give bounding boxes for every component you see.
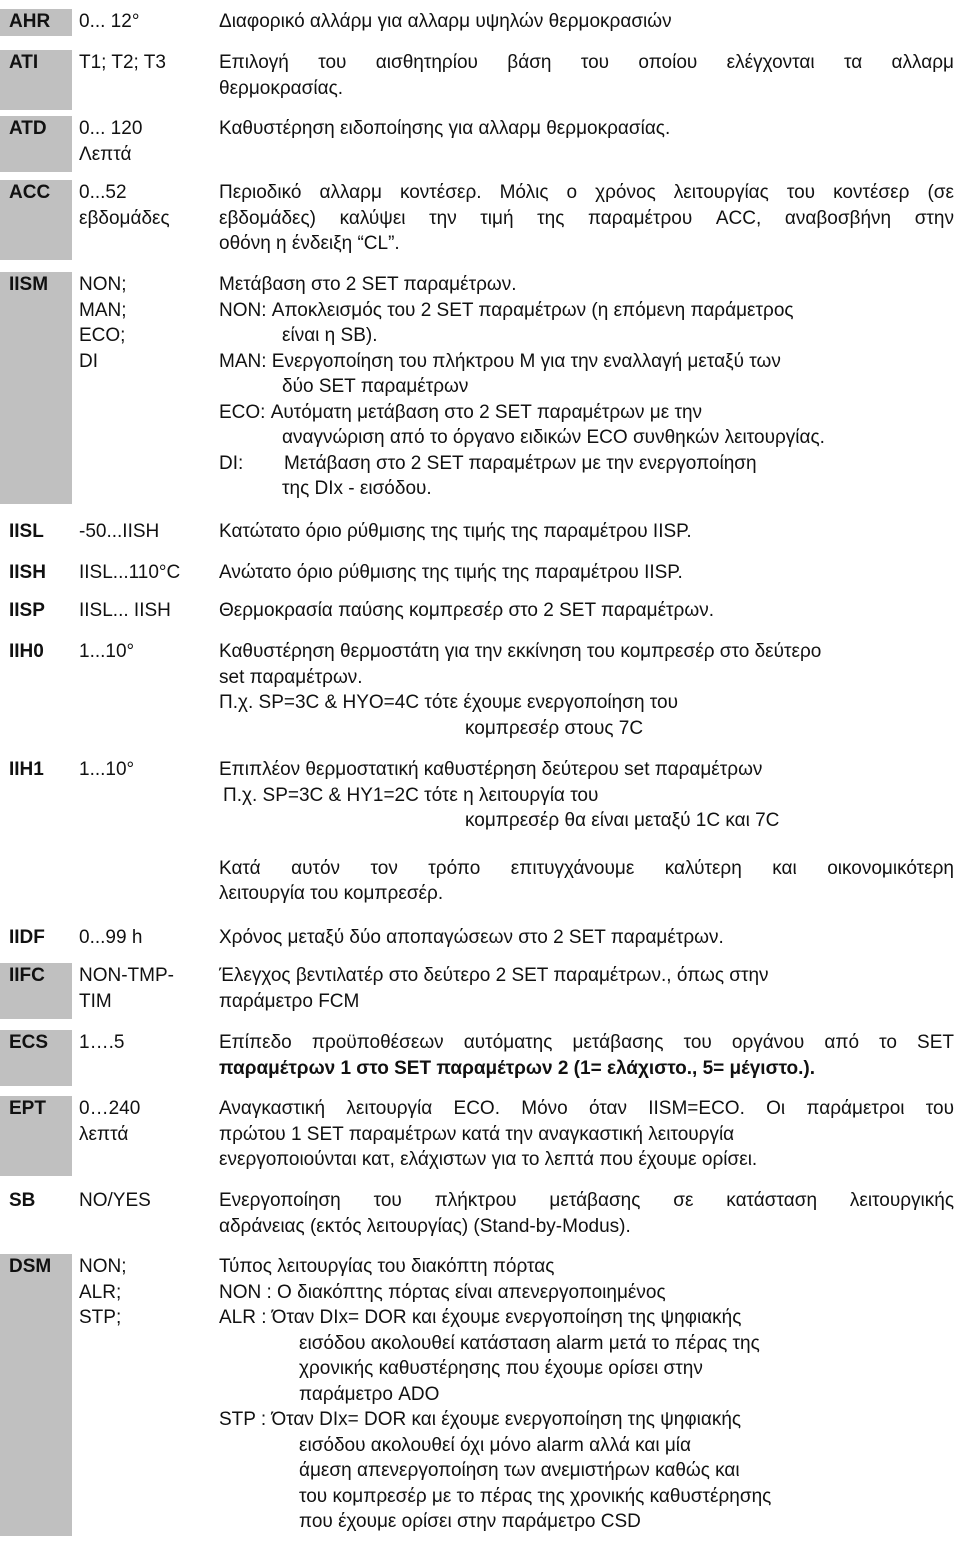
param-description: Επιλογή του αισθητηρίου βάση του οποίου ελέγχονται τα αλλαρμ θερμοκρασίας. [219, 52, 954, 99]
param-code: ATI [0, 50, 72, 110]
param-range: IISL... IISH [79, 600, 171, 621]
param-code: AHR [0, 9, 72, 36]
param-description: Επιπλέον θερμοστατική καθυστέρηση δεύτερου set παραμέτρων Π.χ. SP=3C & HY1=2C τότε η λειτουργία του κομπρεσέρ θα είναι μεταξύ 1C και 7C Κατά αυτόν τον τρόπο επιτυγχάνουμε καλύτερη και οικονομικότερη λειτουργία του κομπρεσέρ. [219, 759, 954, 904]
param-code: IISH [9, 562, 46, 583]
param-description: Θερμοκρασία παύσης κομπρεσέρ στο 2 SET παραμέτρων. [219, 600, 714, 621]
param-range: NON; ALR; STP; [79, 1256, 127, 1328]
param-code: IIH0 [9, 641, 44, 662]
param-range: 0…240 λεπτά [79, 1098, 141, 1145]
param-description: Καθυστέρηση θερμοστάτη για την εκκίνηση του κομπρεσέρ στο δεύτερο set παραμέτρων. Π.χ. SP=3C & HYO=4C τότε έχουμε ενεργοποίηση του κομπρεσέρ στους 7C [219, 641, 822, 739]
param-code: IISP [9, 600, 45, 621]
param-description: Ανώτατο όριο ρύθμισης της τιμής της παραμέτρου IISP. [219, 562, 683, 583]
param-description: Επίπεδο προϋποθέσεων αυτόματης μετάβασης του οργάνου από το SET παραμέτρων 1 στο SET παραμέτρων 2 (1= ελάχιστο., 5= μέγιστο.). [219, 1032, 954, 1079]
param-range: 1...10° [79, 759, 135, 780]
param-range: 0... 12° [79, 11, 140, 32]
param-description: Διαφορικό αλλάρμ για αλλαρμ υψηλών θερμοκρασιών [219, 11, 672, 32]
param-code: IIFC [0, 963, 72, 1019]
param-code: IIH1 [9, 759, 44, 780]
param-code: EPT [0, 1096, 72, 1176]
param-description: Τύπος λειτουργίας του διακόπτη πόρτας NON : Ο διακόπτης πόρτας είναι απενεργοποιημένος ALR : Όταν DIx= DOR και έχουμε ενεργοποίηση της ψηφιακής εισόδου ακολουθεί κατάσταση alarm μετά το πέρας της χρονικής καθυστέρησης που έχουμε ορίσει στην παράμετρο ADO STP : Όταν DIx= DOR και έχουμε ενεργοποίηση της ψηφιακής εισόδου ακολουθεί όχι μόνο alarm αλλά και μία άμεση απενεργοποίηση των ανεμιστήρων καθώς και του κομπρεσέρ με το πέρας της χρονικής καθυστέρησης που έχουμε ορίσει στην παράμετρο CSD [219, 1256, 772, 1532]
param-range: T1; T2; T3 [79, 52, 166, 73]
param-description: Περιοδικό αλλαρμ κοντέσερ. Μόλις ο χρόνος λειτουργίας του κοντέσερ (σε εβδομάδες) καλύψει την τιμή της παραμέτρου ACC, αναβοσβήνη στην οθόνη η ένδειξη “CL”. [219, 182, 954, 254]
param-range: NON; MAN; ECO; DI [79, 274, 127, 372]
param-range: NON-TMP- TIM [79, 965, 174, 1012]
param-code: IISL [9, 521, 44, 542]
param-code: ATD [0, 116, 72, 172]
param-code: ACC [0, 180, 72, 260]
param-description: Κατώτατο όριο ρύθμισης της τιμής της παραμέτρου IISP. [219, 521, 692, 542]
param-code: DSM [0, 1254, 72, 1536]
param-description: Αναγκαστική λειτουργία ECO. Μόνο όταν IISM=ECO. Οι παράμετροι του πρώτου 1 SET παραμέτρων κατά την αναγκαστική λειτουργία ενεργοποιούνται κατ, ελάχιστων για το λεπτά που έχουμε ορίσει. [219, 1098, 954, 1170]
param-range: -50...IISH [79, 521, 160, 542]
param-range: 1...10° [79, 641, 135, 662]
param-description: Μετάβαση στο 2 SET παραμέτρων. NON: Αποκλεισμός του 2 SET παραμέτρων (η επόμενη παράμετρος είναι η SB). MAN: Ενεργοποίηση του πλήκτρου M για την εναλλαγή μεταξύ των δύο SET παραμέτρων ECO: Αυτόματη μετάβαση στο 2 SET παραμέτρων με την αναγνώριση από το όργανο ειδικών ECO συνθηκών λειτουργίας. DI: Μετάβαση στο 2 SET παραμέτρων με την ενεργοποίηση της DIx - εισόδου. [219, 274, 825, 499]
param-description: Καθυστέρηση ειδοποίησης για αλλαρμ θερμοκρασίας. [219, 118, 671, 139]
param-range: 1….5 [79, 1032, 125, 1053]
param-description: Έλεγχος βεντιλατέρ στο δεύτερο 2 SET παραμέτρων., όπως στην παράμετρο FCM [219, 965, 769, 1012]
param-range: 0...99 h [79, 927, 143, 948]
param-code: IISM [0, 272, 72, 504]
param-description: Χρόνος μεταξύ δύο αποπαγώσεων στο 2 SET παραμέτρων. [219, 927, 724, 948]
param-code: IIDF [9, 927, 45, 948]
param-description: Ενεργοποίηση του πλήκτρου μετάβασης σε κατάσταση λειτουργικής αδράνειας (εκτός λειτουργίας) (Stand-by-Modus). [219, 1190, 954, 1237]
param-code: SB [9, 1190, 36, 1211]
param-range: NO/YES [79, 1190, 151, 1211]
param-code: ECS [0, 1030, 72, 1086]
param-range: IISL...110°C [79, 562, 181, 583]
param-range: 0...52 εβδομάδες [79, 182, 170, 229]
param-range: 0... 120 Λεπτά [79, 118, 143, 165]
